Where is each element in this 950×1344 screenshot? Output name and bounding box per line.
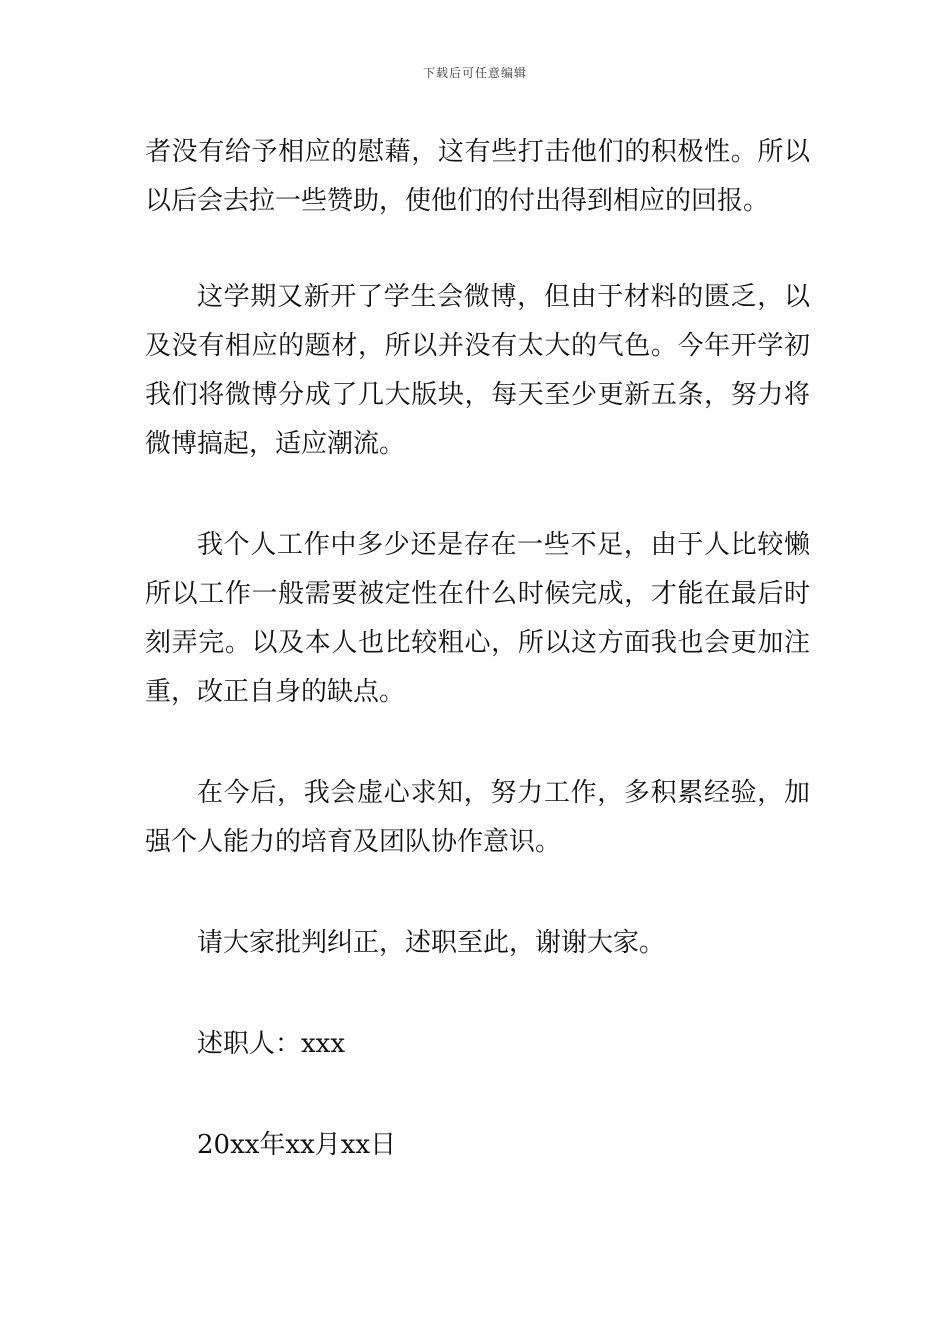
paragraph-continuation: 者没有给予相应的慰藉，这有些打击他们的积极性。所以以后会去拉一些赞助，使他们的付出得到相应的回报。 (145, 137, 810, 216)
paragraph-weibo: 这学期又新开了学生会微博，但由于材料的匮乏，以及没有相应的题材，所以并没有太大的气色。今年开学初我们将微博分成了几大版块，每天至少更新五条，努力将微博搞起，适应潮流。 (145, 282, 810, 459)
page-header-note: 下载后可任意编辑 (422, 66, 527, 80)
paragraph-closing: 请大家批判纠正，述职至此，谢谢大家。 (197, 928, 666, 958)
date-line: 20xx年xx月xx日 (197, 1130, 397, 1160)
paragraph-future: 在今后，我会虚心求知，努力工作，多积累经验，加强个人能力的培育及团队协作意识。 (145, 778, 810, 857)
signature-line: 述职人：xxx (197, 1029, 345, 1059)
paragraph-shortcomings: 我个人工作中多少还是存在一些不足，由于人比较懒所以工作一般需要被定性在什么时候完成，才能在最后时刻弄完。以及本人也比较粗心，所以这方面我也会更加注重，改正自身的缺点。 (145, 530, 810, 707)
document-body (145, 128, 810, 1170)
